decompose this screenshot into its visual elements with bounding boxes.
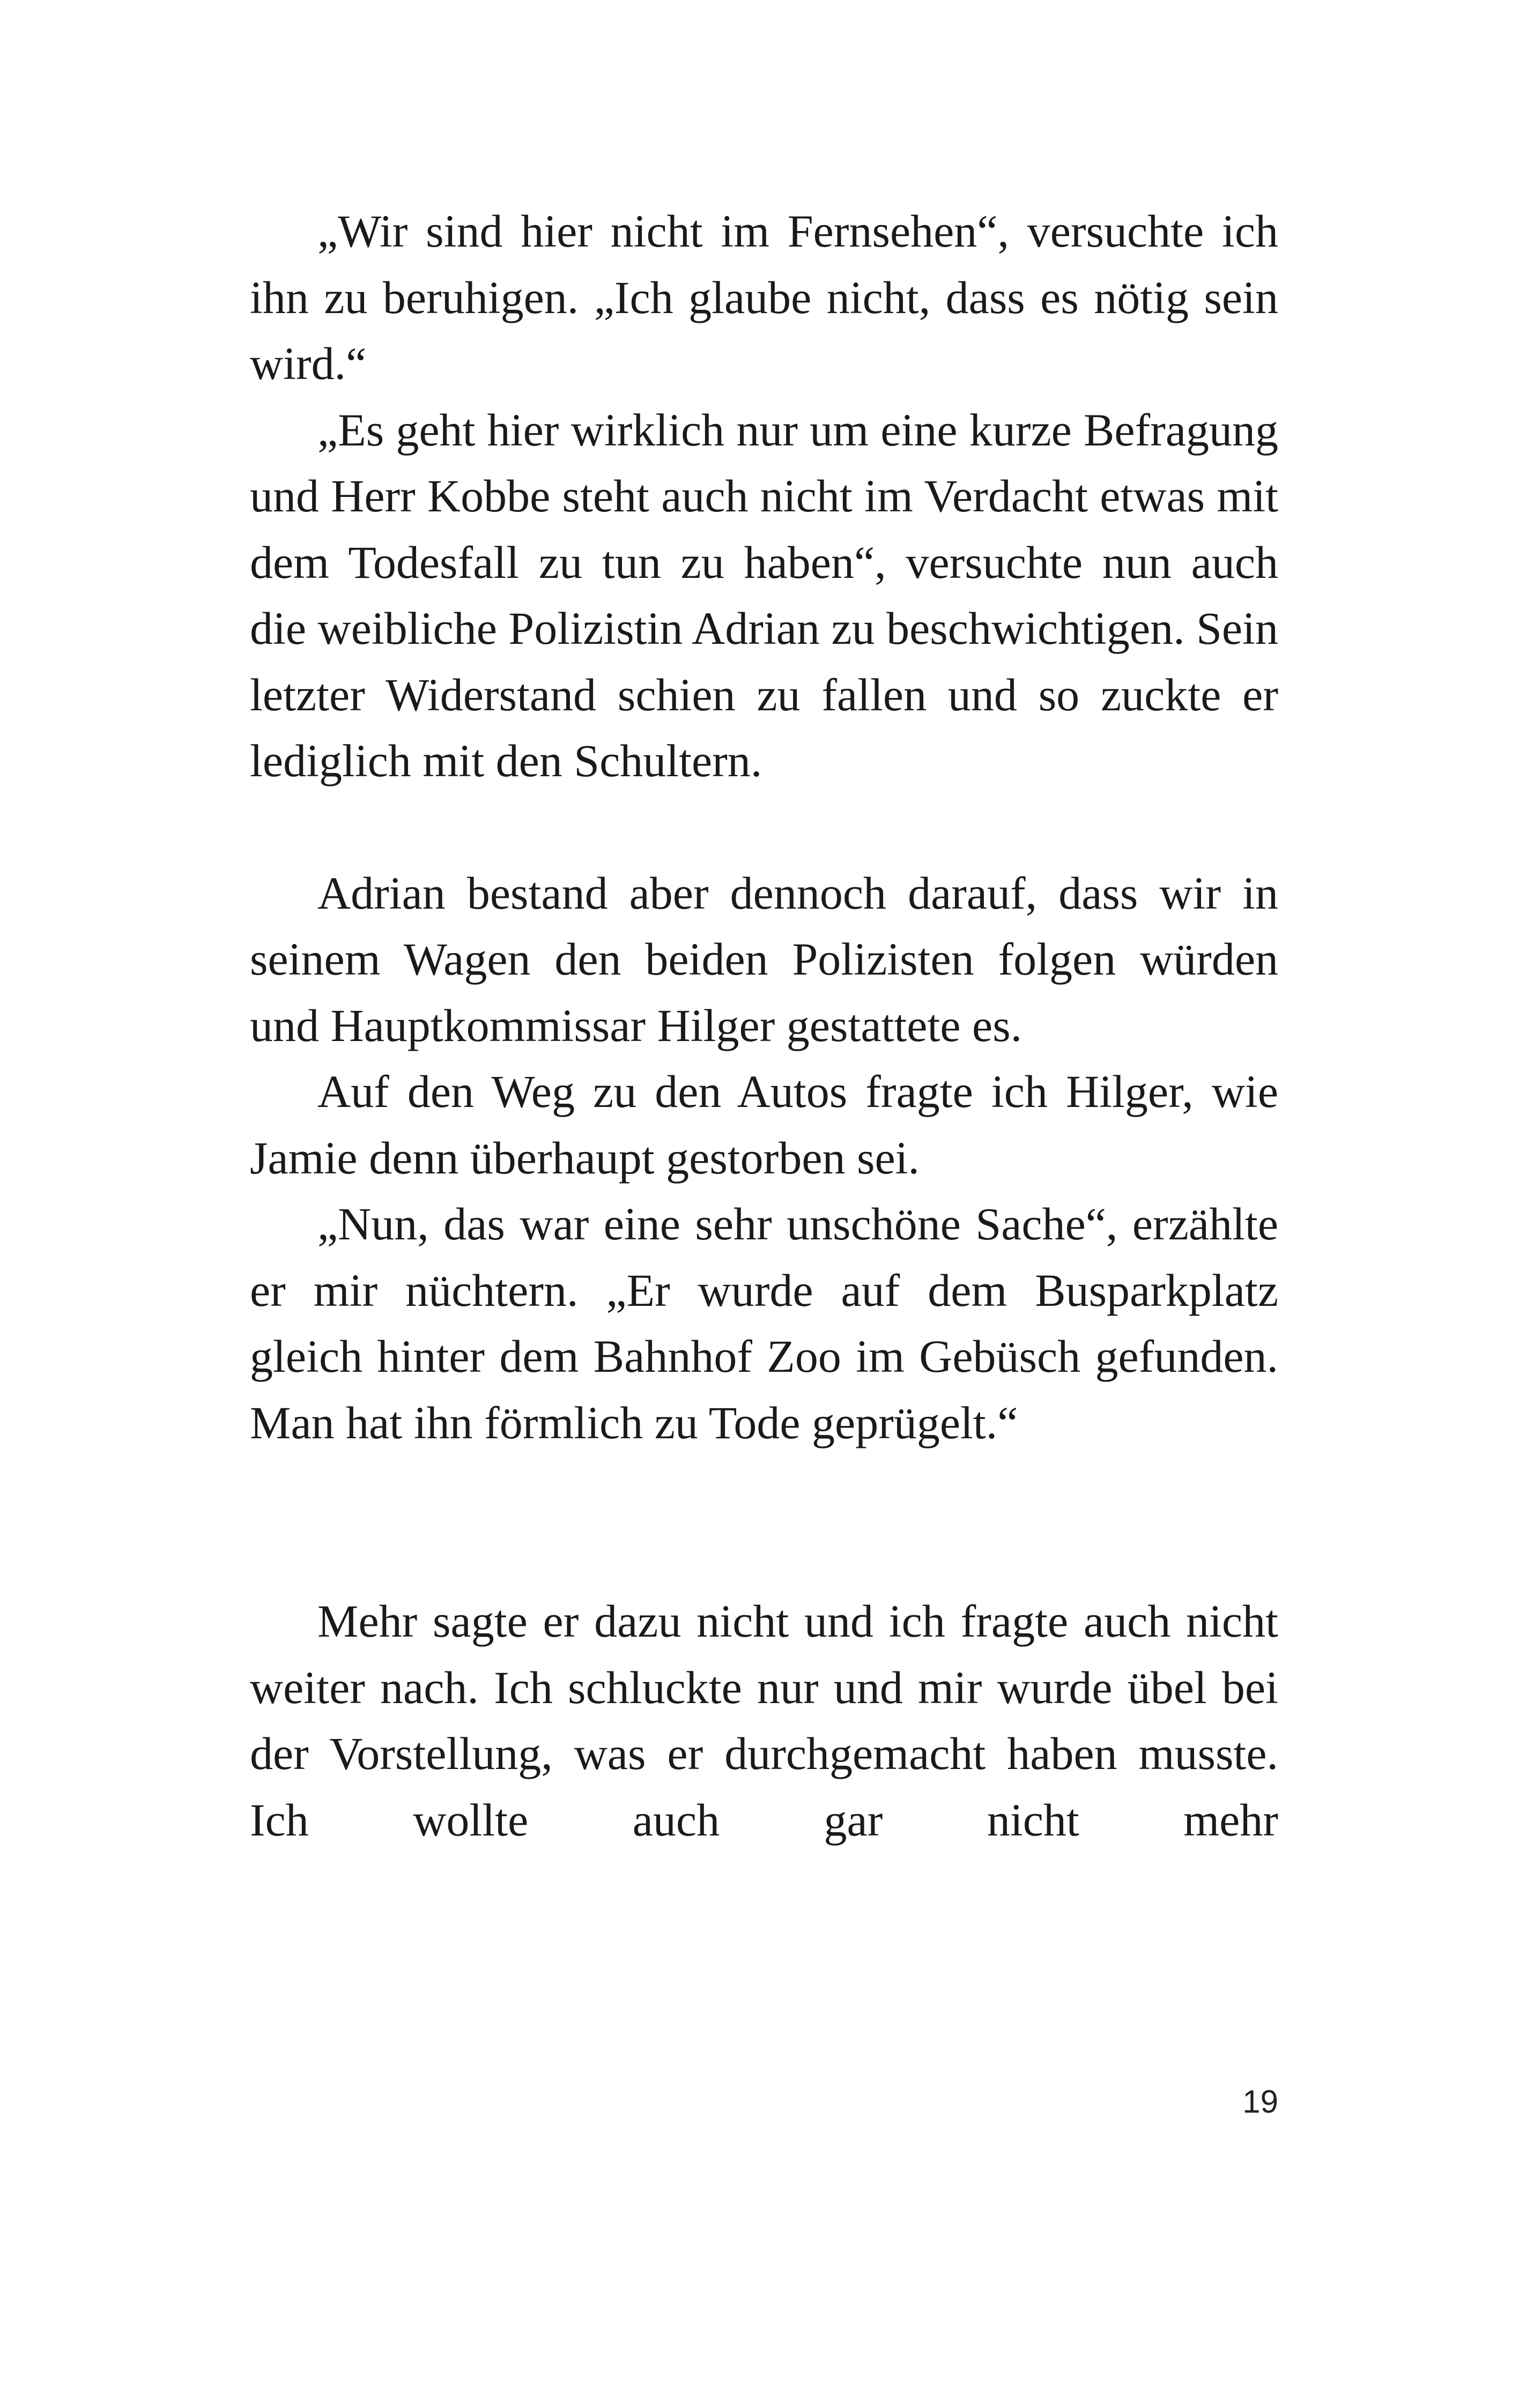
paragraph: „Nun, das war eine sehr unschöne Sache“, erzählte er mir nüchtern. „Er wurde auf dem Busparkplatz gleich hinter dem Bahnhof Zoo im Gebüsch gefunden. Man hat ihn förmlich zu Tode geprügelt.“	[250, 1198, 1278, 1448]
page-number: 19	[1242, 2084, 1278, 2120]
paragraph: „Es geht hier wirklich nur um eine kurze Befragung und Herr Kobbe steht auch nicht im Verdacht etwas mit dem Todesfall zu tun zu haben“, versuchte nun auch die weibliche Polizistin Adrian zu beschwichtigen. Sein letzter Widerstand schien zu fallen und so zuckte er lediglich mit den Schultern.	[250, 404, 1278, 786]
body-text	[250, 198, 1278, 1853]
paragraph: Mehr sagte er dazu nicht und ich fragte auch nicht weiter nach. Ich schluckte nur und mir wurde übel bei der Vorstellung, was er durchgemacht haben musste. Ich wollte auch gar nicht mehr	[250, 1595, 1278, 1846]
paragraph: Adrian bestand aber dennoch darauf, dass wir in seinem Wagen den beiden Polizisten folgen würden und Hauptkommissar Hilger gestattete es.	[250, 867, 1278, 1051]
paragraph-spacer	[250, 1456, 1278, 1588]
paragraph: Auf den Weg zu den Autos fragte ich Hilger, wie Jamie denn überhaupt gestorben sei.	[250, 1066, 1278, 1184]
paragraph-spacer	[250, 794, 1278, 860]
paragraph: „Wir sind hier nicht im Fernsehen“, versuchte ich ihn zu beruhigen. „Ich glaube nicht, dass es nötig sein wird.“	[250, 205, 1278, 389]
